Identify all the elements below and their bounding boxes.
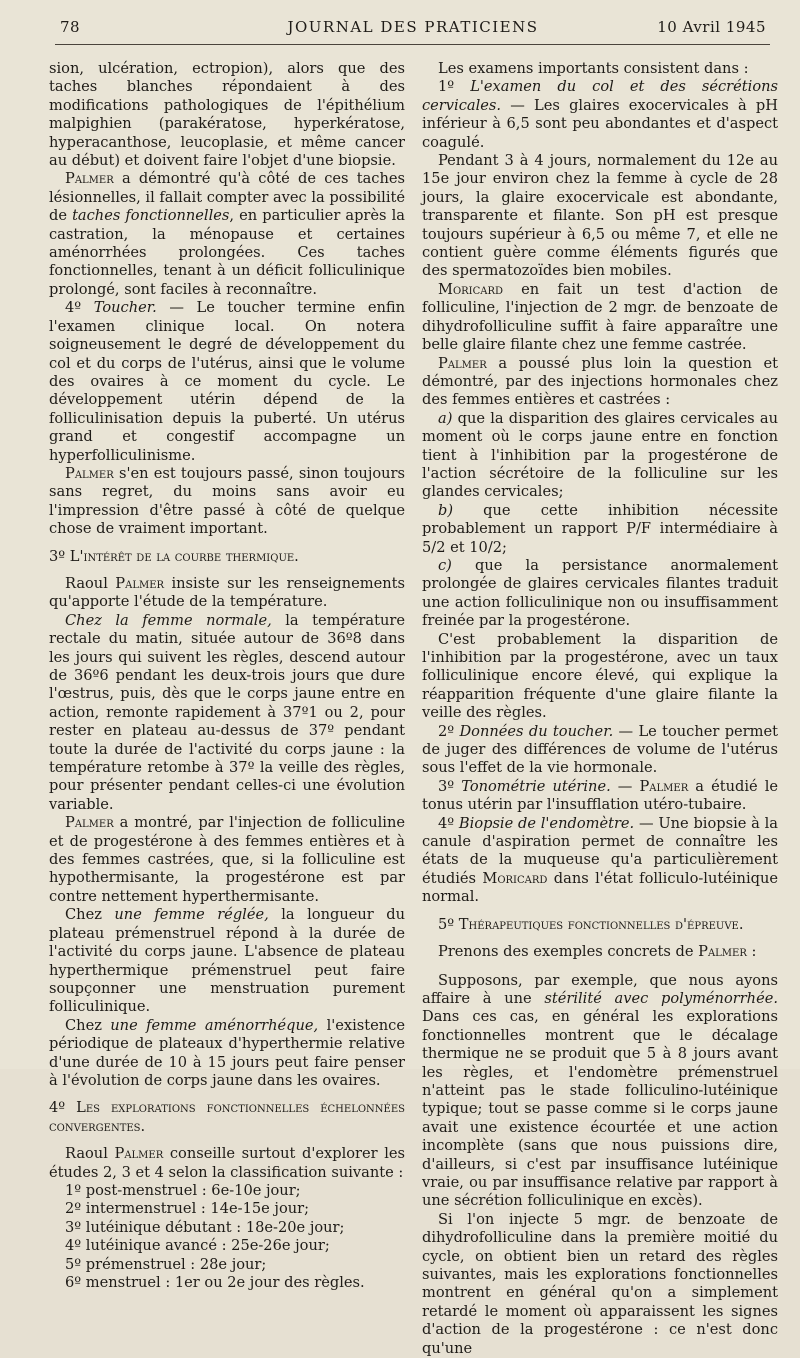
paragraph: 1º L'examen du col et des sécrétions cervicales. — Les glaires exocervicales à pH inférieur à 6,5 sont peu abondantes et d'aspect coagulé.: [422, 78, 778, 151]
author-name: Palmer: [115, 574, 165, 592]
list-item: 6º menstruel : 1er ou 2e jour des règles.: [65, 1274, 365, 1291]
issue-date: 10 Avril 1945: [657, 18, 766, 36]
author-name: Palmer: [438, 354, 487, 372]
paragraph: Palmer a démontré qu'à côté de ces taches lésionnelles, il fallait compter avec la possibilité de taches fonctionnelles, en particulier après la castration, la ménopause et certaines aménorrhées prolongées. Ces taches fonctionnelles, tenant à un déficit folliculinique prolongé, sont faciles à reconnaître.: [49, 170, 405, 298]
phase-list: [49, 1182, 405, 1292]
list-item: 4º lutéinique avancé : 25e-26e jour;: [65, 1237, 330, 1255]
author-name: Palmer: [65, 464, 114, 482]
paragraph: Chez la femme normale, la température rectale du matin, située autour de 36º8 dans les jours qui suivent les règles, descend autour de 36º6 pendant les deux-trois jours que dure l'œstrus, puis, dès que le corps jaune entre en action, remonte rapidement à 37º1 ou 2, pour rester en plateau au-dessus de 37º pendant toute la durée de l'activité du corps jaune : la température retombe à 37º la veille des règles, pour présenter pendant celles-ci une évolution variable.: [49, 611, 405, 813]
author-name: Palmer: [65, 170, 114, 188]
paragraph: c) que la persistance anormalement prolongée de glaires cervicales filantes traduit une action folliculinique non ou insuffisamment freinée par la progestérone.: [422, 556, 778, 630]
left-column: [49, 60, 405, 1292]
list-item: 3º lutéinique débutant : 18e-20e jour;: [65, 1218, 345, 1236]
list-item: 1º post-menstruel : 6e-10e jour;: [65, 1181, 301, 1199]
author-name: Palmer: [114, 1145, 164, 1163]
paragraph: Palmer s'en est toujours passé, sinon toujours sans regret, du moins sans avoir eu l'impression d'être passé à côté de quelque chose de vraiment important.: [49, 464, 405, 538]
list-item: 5º prémenstruel : 28e jour;: [65, 1255, 267, 1273]
paragraph: Palmer a poussé plus loin la question et démontré, par des injections hormonales chez des femmes entières et castrées :: [422, 354, 778, 409]
paragraph: 4º Toucher. — Le toucher termine enfin l'examen clinique local. On notera soigneusement le degré de développement du col et du corps de l'utérus, ainsi que le volume des ovaires à ce moment du cycle. Le développement utérin dépend de la folliculinisation depuis la puberté. Un utérus grand et congestif accompagne un hyperfolliculinisme.: [49, 299, 405, 464]
right-column: [422, 60, 778, 1358]
page-number: 78: [60, 18, 81, 36]
paragraph: C'est probablement la disparition de l'inhibition par la progestérone, avec un taux folliculinique encore élevé, qui explique la réapparition fréquente d'une glaire filante la veille des règles.: [422, 630, 778, 722]
author-name: Moricard: [482, 869, 548, 887]
paragraph: Chez une femme réglée, la longueur du plateau prémenstruel répond à la durée de l'activité du corps jaune. L'absence de plateau hyperthermique prémenstruel peut faire soupçonner une menstruation purement folliculinique.: [49, 906, 405, 1016]
section-heading: 3º L'intérêt de la courbe thermique.: [49, 547, 299, 565]
paragraph: sion, ulcération, ectropion), alors que des taches blanches répondaient à des modifications pathologiques de l'épithélium malpighien (parakératose, hyperkératose, hyperacanthose, leucoplasie, et même cancer au début) et doivent faire l'objet d'une biopsie.: [49, 60, 405, 170]
author-name: Palmer: [698, 943, 747, 961]
paragraph: Chez une femme aménorrhéque, l'existence périodique de plateaux d'hyperthermie relative d'une durée de 10 à 15 jours peut faire penser à l'évolution de corps jaune dans les ovaires.: [49, 1016, 405, 1089]
paragraph: Les examens importants consistent dans :: [438, 60, 749, 77]
section-heading: 5º Thérapeutiques fonctionnelles d'épreuve.: [438, 915, 744, 933]
header-rule: [55, 44, 770, 45]
paragraph: 4º Biopsie de l'endomètre. — Une biopsie à la canule d'aspiration permet de connaître les états de la muqueuse qu'a particulièrement étudiés Moricard dans l'état folliculo-lutéinique normal.: [422, 814, 778, 906]
running-header: [60, 18, 766, 40]
paragraph: 3º Tonométrie utérine. — Palmer a étudié le tonus utérin par l'insufflation utéro-tubaire.: [422, 777, 779, 814]
paragraph: Pendant 3 à 4 jours, normalement du 12e au 15e jour environ chez la femme à cycle de 28 jours, la glaire exocervicale est abondante, transparente et filante. Son pH est presque toujours supérieur à 6,5 ou même 7, et elle ne contient guère comme éléments figurés que des spermatozoïdes bien mobiles.: [422, 152, 778, 280]
paragraph: Raoul Palmer conseille surtout d'explorer les études 2, 3 et 4 selon la classification suivante :: [49, 1145, 406, 1181]
author-name: Palmer: [65, 814, 114, 832]
paragraph: a) que la disparition des glaires cervicales au moment où le corps jaune entre en fonction tient à l'inhibition par la progestérone de l'action sécrétoire de la folliculine sur les glandes cervicales;: [422, 409, 778, 501]
paragraph: Supposons, par exemple, que nous ayons affaire à une stérilité avec polyménorrhée. Dans ces cas, en général les explorations fonctionnelles montrent que le décalage thermique ne se produit que 5 à 8 jours avant les règles, et l'endomètre prémenstruel n'atteint pas le stade folliculino-lutéinique typique; tout se passe comme si le corps jaune avait une existence écourtée et une action incomplète (sans que nous puissions dire, d'ailleurs, si c'est par insuffisance lutéinique vraie, ou par insuffisance relative par rapport à une sécrétion folliculinique en excès).: [422, 971, 778, 1210]
paragraph: Prenons des exemples concrets de Palmer :: [438, 943, 757, 961]
paragraph: b) que cette inhibition nécessite probablement un rapport P/F intermédiaire à 5/2 et 10/2;: [422, 501, 778, 556]
paragraph: Raoul Palmer insiste sur les renseignements qu'apporte l'étude de la température.: [49, 574, 405, 611]
author-name: Palmer: [639, 777, 689, 795]
paragraph: Moricard en fait un test d'action de folliculine, l'injection de 2 mgr. de benzoate de dihydrofolliculine suffit à faire apparaître une belle glaire filante chez une femme castrée.: [422, 280, 778, 354]
paragraph: Si l'on injecte 5 mgr. de benzoate de dihydrofolliculine dans la première moitié du cycle, on obtient bien un retard des règles suivantes, mais les explorations fonctionnelles montrent en général qu'on a simplement retardé le moment où apparaissent les signes d'action de la progestérone : ce n'est donc qu'une: [422, 1210, 778, 1357]
journal-title: JOURNAL DES PRATICIENS: [287, 18, 539, 36]
paragraph: 2º Données du toucher. — Le toucher permet de juger des différences de volume de l'utérus sous l'effet de la vie hormonale.: [422, 722, 778, 777]
list-item: 2º intermenstruel : 14e-15e jour;: [65, 1200, 310, 1218]
section-heading: 4º Les explorations fonctionnelles échelonnées convergentes.: [49, 1099, 405, 1135]
paragraph: Palmer a montré, par l'injection de folliculine et de progestérone à des femmes entières et à des femmes castrées, que, si la folliculine est hypothermisante, la progestérone est par contre nettement hyperthermisante.: [49, 814, 405, 905]
author-name: Moricard: [438, 280, 504, 298]
